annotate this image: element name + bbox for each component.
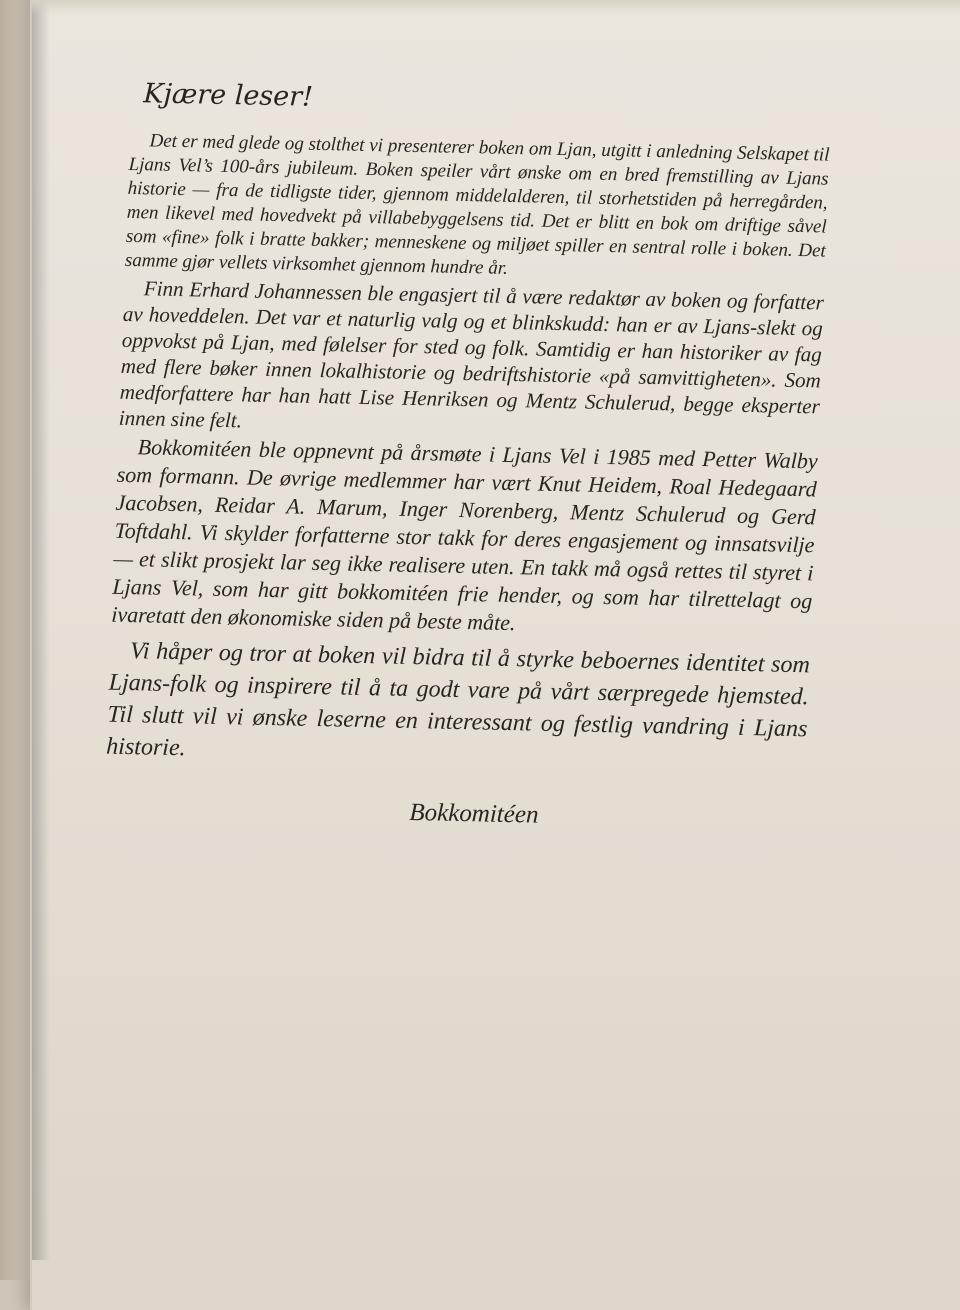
page-fold-shadow (32, 0, 50, 1260)
signature: Bokkomitéen (408, 798, 540, 829)
page-top-edge (30, 0, 960, 14)
paragraph-authors: Finn Erhard Johannessen ble engasjert til å være redaktør av boken og forfatter av hoveddelen. Det var et naturlig valg og et blinkskudd: han er av Ljans-slekt og oppvokst på Ljan, med følelser for sted og folk. Samtidig er han historiker av fag med flere bøker innen lokalhistorie og bedriftshistorie «på samvittigheten». Som medforfattere har han hatt Lise Henriksen og Mentz Schulerud, begge eksperter innen sine felt. (118, 276, 825, 433)
paragraph-intro: Det er med glede og stolthet vi presenterer boken om Ljan, utgitt i anledning Selskapet til Ljans Vel’s 100-års jubileum. Boken speiler vårt ønske om en bred fremstilling av Ljans historie — fra de tidligste tider, gjennom middelalderen, til storhetstiden på herregården, men likevel med hovedvekt på villabebyggelsens tid. Det er blitt en bok om driftige såvel som «fine» folk i bratte bakker; menneskene og miljøet spiller en sentral rolle i boken. Det samme gjør vellets virksomhet gjennom hundre år. (124, 130, 830, 279)
paragraph-closing: Vi håper og tror at boken vil bidra til å styrke beboernes identitet som Ljans-folk og inspirere til å ta godt vare på vårt særpregede hjemsted. Til slutt vil vi ønske leserne en interessant og festlig vandring i Ljans historie. (105, 638, 811, 762)
page-content (103, 78, 831, 835)
paragraph-committee: Bokkomitéen ble oppnevnt på årsmøte i Ljans Vel i 1985 med Petter Walby som formann. De øvrige medlemmer har vært Knut Heidem, Roal Hedegaard Jacobsen, Reidar A. Marum, Inger Norenberg, Mentz Schulerud og Gerd Toftdahl. Vi skylder forfatterne stor takk for deres engasjement og innsatsvilje — et slikt prosjekt lar seg ikke realisere uten. En takk må også rettes til styret i Ljans Vel, som har gitt bokkomitéen frie hender, og som har tilrettelagt og ivaretatt den økonomiske siden på beste måte. (110, 434, 819, 636)
page-heading: Kjære leser! (142, 78, 314, 113)
